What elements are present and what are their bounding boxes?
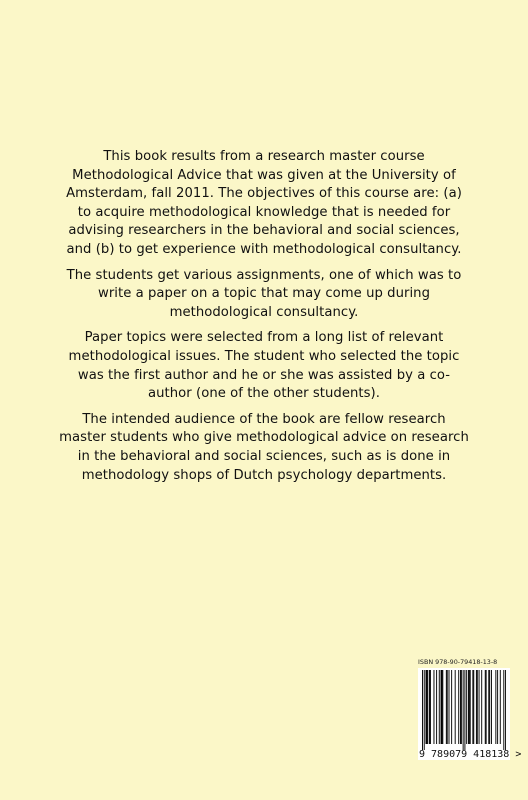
barcode-bar [477,670,478,744]
barcode-bar [463,670,464,750]
barcode-bar [460,670,461,744]
barcode-bar [430,670,431,744]
barcode-bar [422,670,423,750]
barcode-bar [491,670,492,744]
barcode-bar [466,670,467,744]
barcode-bar [426,670,427,744]
back-cover-blurb [58,148,470,492]
barcode-bar [424,670,425,750]
barcode-bar [449,670,450,744]
barcode-bar [441,670,442,744]
barcode-bar [468,670,469,744]
barcode-bar [427,670,428,744]
blurb-paragraph-3: Paper topics were selected from a long list of relevant methodological issues. The student who selected the topic was the first author and he or she was assisted by a co-author (one of the other students). [68,330,460,402]
barcode-bar [464,670,465,750]
barcode-bar [505,670,506,750]
barcode-bar [489,670,490,744]
barcode-bar [442,670,443,744]
barcode-digits: 9 789079 418138 > [419,749,522,760]
barcode-bar [451,670,452,744]
barcode-bar [472,670,473,744]
barcode-bar [461,670,462,744]
barcode-bar [426,670,427,744]
barcode-bar [479,670,480,744]
barcode-bar [481,670,482,744]
barcode-bar [436,670,437,744]
barcode-bar [497,670,498,744]
blurb-paragraph-2: The students get various assignments, one of which was to write a paper on a topic that may come up during methodological consultancy. [66,267,462,320]
barcode-bar [486,670,487,744]
barcode-bar [439,670,440,744]
barcode-bar [476,670,477,744]
barcode-bar [446,670,447,744]
barcode-bar [447,670,448,744]
barcode-bar [469,670,470,744]
barcode-bar [500,670,501,744]
barcode-bar [495,670,496,744]
barcode-bar [441,670,442,744]
barcode-bar [473,670,474,744]
barcode-bar [455,670,456,744]
blurb-paragraph-1: This book results from a research master course Methodological Advice that was given at the University of Amsterdam, fall 2011. The objectives of this course are: (a) to acquire methodological knowledge that is needed for advising researchers in the behavioral and social sciences, and (b) to get experience with methodological consultancy. [66,149,462,257]
barcode-bar [429,670,430,744]
barcode-bar [470,670,471,744]
blurb-paragraph-4: The intended audience of the book are fellow research master students who give methodological advice on research in the behavioral and social sciences, such as is done in methodology shops of Dutch psychology departments. [59,411,469,483]
barcode-bar [458,670,459,744]
barcode-bar [433,670,434,744]
barcode-bar [485,670,486,744]
isbn-barcode-block [418,658,522,766]
isbn-label: ISBN 978-90-79418-13-8 [418,658,498,666]
barcode-icon [422,670,506,750]
barcode-bar [488,670,489,744]
barcode-bar [503,670,504,750]
